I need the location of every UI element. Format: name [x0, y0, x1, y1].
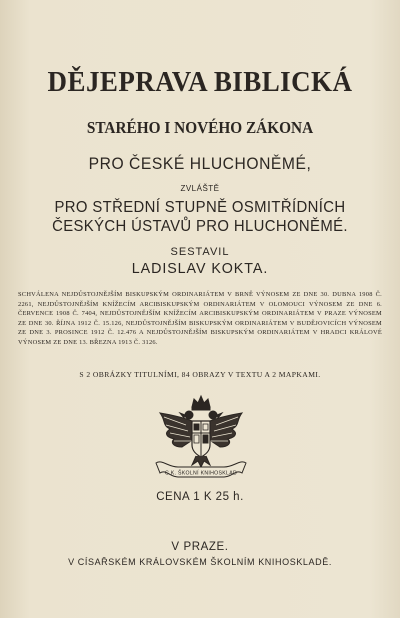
compiled-by-label: SESTAVIL: [170, 246, 230, 258]
publication-place: V PRAZE.: [171, 541, 229, 553]
institutes-line-1: PRO STŘEDNÍ STUPNĚ OSMITŘÍDNÍCH: [54, 199, 346, 216]
price-line: CENA 1 K 25 h.: [156, 491, 244, 503]
book-subtitle: STARÉHO I NOVÉHO ZÁKONA: [86, 118, 314, 137]
institutes-block: [14, 198, 386, 236]
publisher-line: V CÍSAŘSKÉM KRÁLOVSKÉM ŠKOLNÍM KNIHOSKLADĚ.: [68, 557, 332, 567]
audience-line: PRO ČESKÉ HLUCHONĚMÉ,: [88, 154, 312, 173]
book-title: DĚJEPRAVA BIBLICKÁ: [47, 66, 353, 98]
author-name: LADISLAV KOKTA.: [131, 260, 269, 277]
institutes-line-2: ČESKÝCH ÚSTAVŮ PRO HLUCHONĚMÉ.: [52, 218, 348, 235]
especially-label: ZVLÁŠTĚ: [180, 184, 220, 193]
emblem-ribbon-text: C.K. ŠKOLNÍ KNIHOSKLAD: [164, 470, 238, 477]
illustrations-note: S 2 OBRÁZKY TITULNÍMI, 84 OBRAZY V TEXTU A 2 MAPKAMI.: [79, 370, 321, 379]
imperial-double-headed-eagle-icon: [142, 393, 260, 483]
approval-paragraph: SCHVÁLENA NEJDŮSTOJNĚJŠÍM BISKUPSKÝM ORDINARIÁTEM V BRNĚ VÝNOSEM ZE DNE 30. DUBNA 1908 Č. 2261, NEJDŮSTOJNĚJŠÍM KNÍŽECÍM ARCIBISKUPSKÝM ORDINARIÁTEM V OLOMOUCI VÝNOSEM ZE DNE 6. ČERVENCE 1908 Č. 7404, NEJDŮSTOJNĚJŠÍM KNÍŽECÍM ARCIBISKUPSKÝM ORDINARIÁTEM V PRAZE VÝNOSEM ZE DNE 30. ŘÍJNA 1912 Č. 15.126, NEJDŮSTOJNĚJŠÍM BISKUPSKÝM ORDINARIÁTEM V BUDĚJOVICÍCH VÝNOSEM ZE DNE 3. PROSINCE 1912 Č. 12.476 A NEJDŮSTOJNĚJŠÍM BISKUPSKÝM ORDINARIÁTEM V HRADCI KRÁLOVÉ VÝNOSEM ZE DNE 13. BŘEZNA 1913 Č. 3126.: [18, 291, 382, 346]
